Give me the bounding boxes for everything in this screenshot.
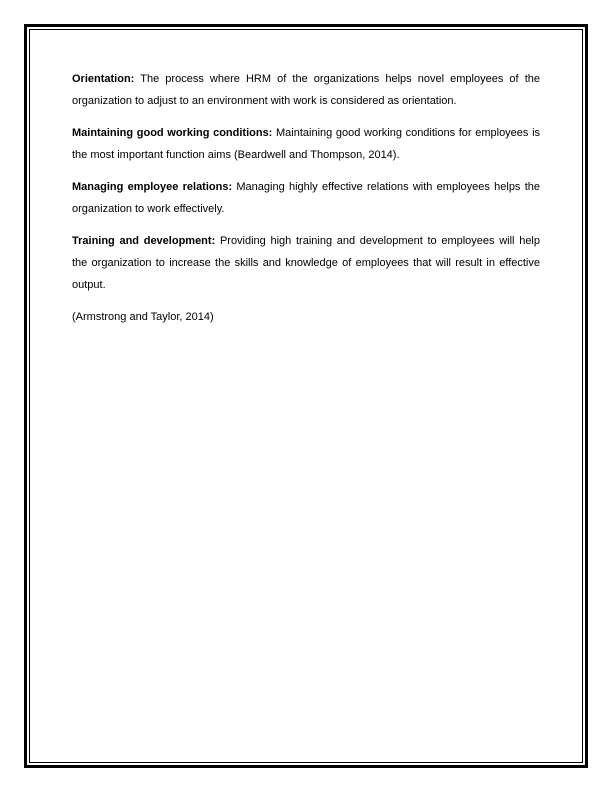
term-working-conditions: Maintaining good working conditions:	[72, 127, 273, 139]
text-training-development: Providing high training and development to employees will help the organization to increase the skills and knowledge of employees that will result in effective output.	[72, 235, 540, 291]
document-body	[72, 68, 540, 328]
term-employee-relations: Managing employee relations:	[72, 181, 233, 193]
paragraph-orientation	[72, 68, 540, 112]
paragraph-working-conditions	[72, 122, 540, 166]
term-training-development: Training and development:	[72, 235, 216, 247]
term-orientation: Orientation:	[72, 73, 135, 85]
text-orientation: The process where HRM of the organizations helps novel employees of the organization to adjust to an environment with work is considered as orientation.	[72, 73, 541, 107]
paragraph-training-development	[72, 230, 540, 296]
paragraph-employee-relations	[72, 176, 540, 220]
text-working-conditions: Maintaining good working conditions for employees is the most important function aims (Beardwell and Thompson, 2014).	[72, 127, 541, 161]
text-employee-relations: Managing highly effective relations with employees helps the organization to work effectively.	[72, 181, 540, 215]
citation: (Armstrong and Taylor, 2014)	[72, 311, 214, 323]
